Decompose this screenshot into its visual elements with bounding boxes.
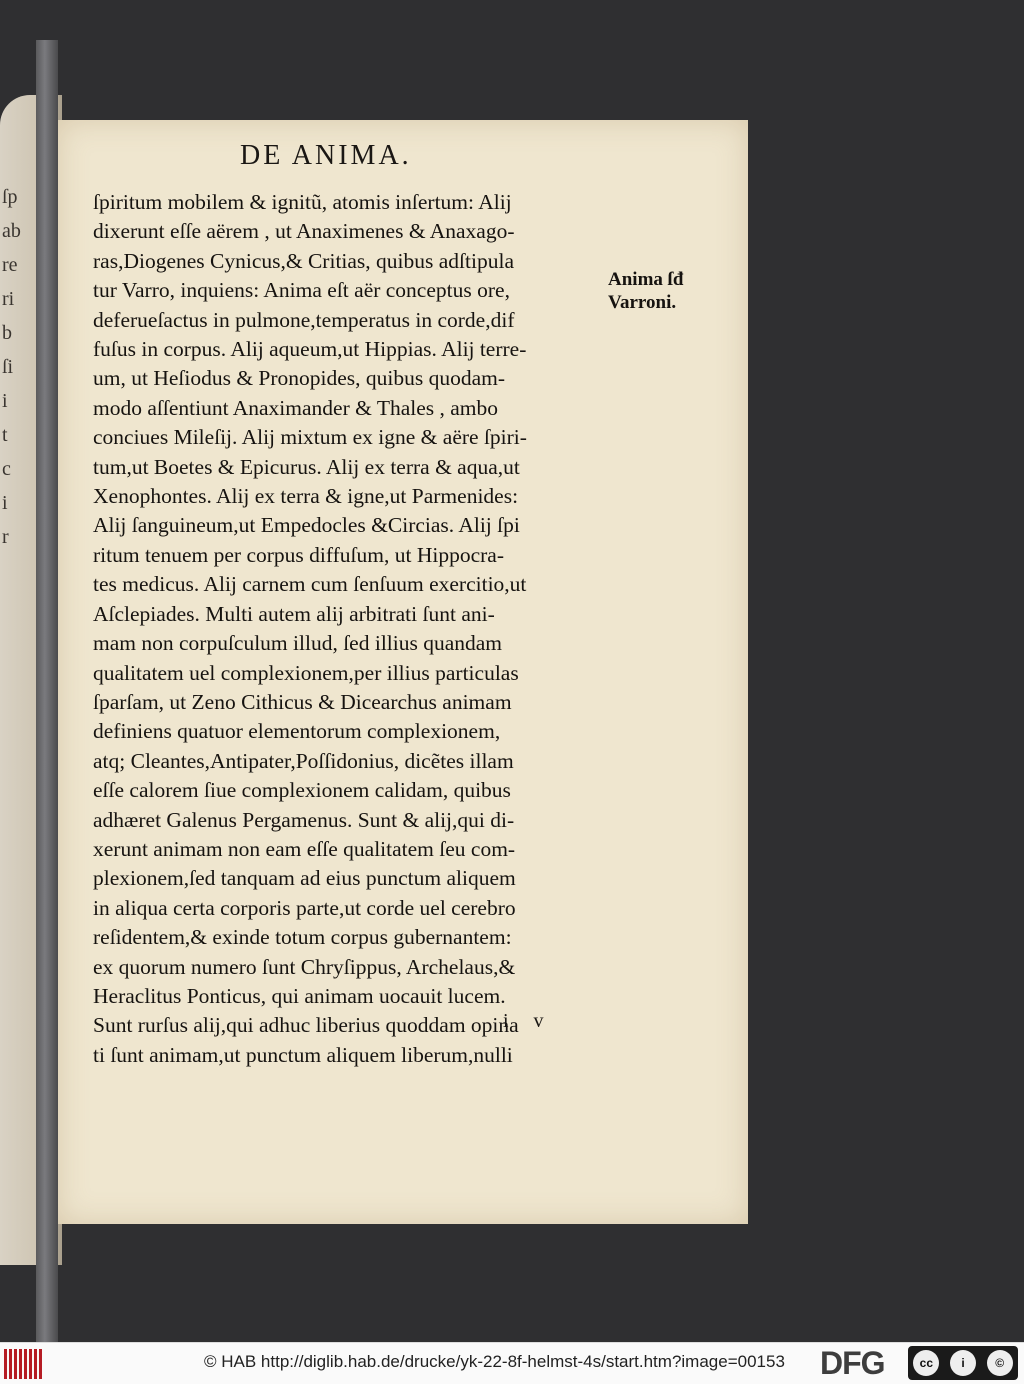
text-line: deferueſactus in pulmone,temperatus in corde,dif (93, 307, 515, 332)
text-line: ſpiritum mobilem & ignitũ, atomis inſertum: Alĳ (93, 190, 512, 214)
text-line: conciues Mileſĳ. Alĳ mixtum ex igne & aëre ſpiri- (93, 425, 527, 450)
text-line: dixerunt eſſe aërem , ut Anaximenes & Anaxago- (93, 219, 515, 244)
text-line: definiens quatuor elementorum complexionem, (93, 719, 501, 744)
previous-page-text (2, 180, 36, 554)
text-line: in aliqua certa corporis parte,ut corde uel cerebro (93, 895, 516, 920)
text-line: fuſus in corpus. Alĳ aqueum,ut Hippias. Alĳ terre- (93, 337, 527, 362)
text-line: Aſclepiades. Multi autem alĳ arbitrati ſunt ani- (93, 601, 495, 626)
text-line: tur Varro, inquiens: Anima eſt aër conceptus ore, (93, 278, 510, 303)
attribution-icon: i (950, 1350, 976, 1376)
cc-license-badge[interactable] (908, 1346, 1018, 1380)
prev-fragment: t (2, 424, 8, 446)
prev-fragment: b (2, 322, 12, 344)
viewer-footer (0, 1342, 1024, 1384)
text-line: modo aſſentiunt Anaximander & Thales , ambo (93, 395, 499, 420)
text-line: Heraclitus Ponticus, qui animam uocauit lucem. (93, 983, 506, 1008)
running-header: DE ANIMA. (240, 140, 412, 171)
text-line: reſidentem,& exinde totum corpus gubernantem: (93, 925, 512, 950)
text-line: Xenophontes. Alĳ ex terra & igne,ut Parmenides: (93, 484, 519, 509)
dfg-logo: DFG (820, 1345, 885, 1381)
body-text (93, 188, 633, 1070)
cc-icon: cc (913, 1350, 939, 1376)
text-line: atq; Cleantes,Antipater,Poſſidonius, dicẽtes illam (93, 748, 514, 773)
text-line: qualitatem uel complexionem,per illius particulas (93, 660, 519, 685)
prev-fragment: r (2, 526, 9, 548)
prev-fragment: i (2, 492, 8, 514)
text-line: ras,Diogenes Cynicus,& Critias, quibus adſtipula (93, 248, 514, 273)
text-line: ritum tenuem per corpus diffuſum, ut Hippocra- (93, 542, 504, 567)
credit-link[interactable]: © HAB http://diglib.hab.de/drucke/yk-22-8f-helmst-4s/start.htm?image=00153 (204, 1352, 785, 1371)
prev-fragment: ri (2, 288, 15, 310)
prev-fragment: ab (2, 220, 21, 242)
text-line: plexionem,ſed tanquam ad eius punctum aliquem (93, 866, 516, 891)
prev-fragment: ſp (2, 186, 18, 208)
text-line: tum,ut Boetes & Epicurus. Alĳ ex terra & aqua,ut (93, 454, 520, 479)
text-line: um, ut Heſiodus & Pronopides, quibus quodam- (93, 366, 506, 391)
prev-fragment: i (2, 390, 8, 412)
marginal-line: Varroni. (608, 292, 677, 313)
book-spine (36, 40, 58, 1342)
signature-mark: i v (503, 1010, 554, 1032)
text-line: ti ſunt animam,ut punctum aliquem liberum,nulli (93, 1042, 513, 1067)
prev-fragment: re (2, 254, 18, 276)
prev-fragment: c (2, 458, 11, 480)
text-line: xerunt animam non eam eſſe qualitatem ſeu com- (93, 836, 516, 861)
text-line: tes medicus. Alĳ carnem cum ſenſuum exercitio,ut (93, 572, 527, 597)
text-line: adhæret Galenus Pergamenus. Sunt & alĳ,qui di- (93, 807, 515, 832)
text-line: Alĳ ſanguineum,ut Empedocles &Circias. Alĳ ſpi (93, 513, 520, 538)
share-alike-icon: © (987, 1350, 1013, 1376)
hab-barcode-icon (4, 1349, 46, 1379)
text-line: Sunt rurſus alĳ,qui adhuc liberius quoddam opina (93, 1013, 519, 1038)
prev-fragment: ſi (2, 356, 14, 378)
text-line: ſparſam, ut Zeno Cithicus & Dicearchus animam (93, 689, 512, 714)
text-line: eſſe calorem ſiue complexionem calidam, quibus (93, 778, 511, 803)
marginal-note (608, 268, 684, 314)
marginal-line: Anima ſđ (608, 269, 684, 290)
text-line: mam non corpuſculum illud, ſed illius quandam (93, 631, 503, 656)
text-line: ex quorum numero ſunt Chryſippus, Archelaus,& (93, 954, 516, 979)
